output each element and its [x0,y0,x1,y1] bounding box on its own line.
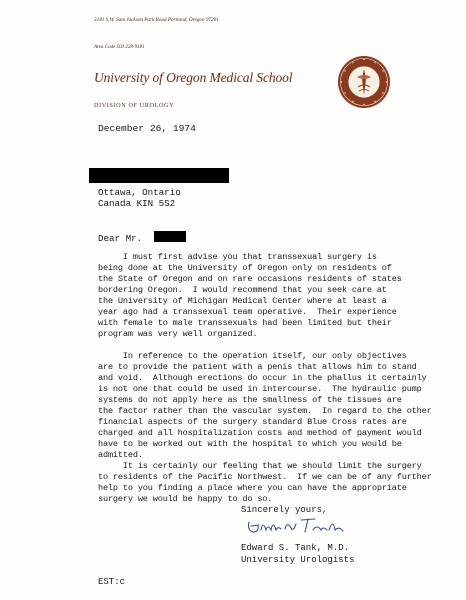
recipient-city: Ottawa, Ontario [98,187,181,198]
body-line: surgery we would be happy to do so. [98,494,273,504]
body-line: is not one that could be used in intercourse. The hydraulic pump [98,384,422,394]
body-line: admitted. [98,450,143,460]
recipient-country: Canada KIN 5S2 [98,198,176,209]
signer-title: University Urologists [241,555,355,565]
letterhead-area-code: Area Code 503 228-9181 [94,45,145,50]
university-seal-icon [337,55,391,109]
body-line: have to be worked out with the hospital to which you would be [98,439,402,449]
handwritten-signature [243,512,363,540]
body-line: the factor rather than the vascular system. In regard to the other [98,406,432,416]
body-line: and void. Although erections do occur in the phallus it certainly [98,373,427,383]
letterhead-school-name: University of Oregon Medical School [94,70,293,85]
body-line: I must first advise you that transsexual surgery is [98,252,377,262]
redacted-salutation-name [154,231,186,242]
body-line: It is certainly our feeling that we should limit the surgery [98,461,422,471]
body-line: the State of Oregon and on rare occasions residents of states [98,274,402,284]
body-line: In reference to the operation itself, our only objectives [98,351,407,361]
body-line: with female to male transsexuals had been limited but their [98,318,392,328]
body-line: financial aspects of the surgery standard Blue Cross rates are [98,417,407,427]
body-line: bordering Oregon. I would recommend that you seek care at [98,285,387,295]
typist-initials: EST:c [98,577,126,587]
body-line: program was very well organized. [98,329,258,339]
body-line: charged and all hospitalization costs and method of payment would [98,428,422,438]
body-line: being done at the University of Oregon only on residents of [98,263,392,273]
body-line: to residents of the Pacific Northwest. If we can be of any further [98,472,432,482]
body-line: help to you finding a place where you can have the appropriate [98,483,407,493]
letterhead-address: 3181 S.W. Sam Jackson Park Road Portland, Oregon 97201 [94,17,219,23]
body-line: are to provide the patient with a penis that allows him to stand [98,362,417,372]
body-line: the University of Michigan Medical Center where at least a [98,296,387,306]
letter-date: December 26, 1974 [98,123,196,134]
letterhead-division: DIVISION OF UROLOGY [94,102,175,109]
redacted-recipient-name [89,168,229,183]
body-line: systems do not apply here as the smallness of the tissues are [98,395,402,405]
closing: Sincerely yours, [241,505,328,515]
salutation: Dear Mr. [98,233,143,244]
signer-name: Edward S. Tank, M.D. [241,543,350,553]
body-line: year ago had a transsexual team operative. Their experience [98,307,397,317]
